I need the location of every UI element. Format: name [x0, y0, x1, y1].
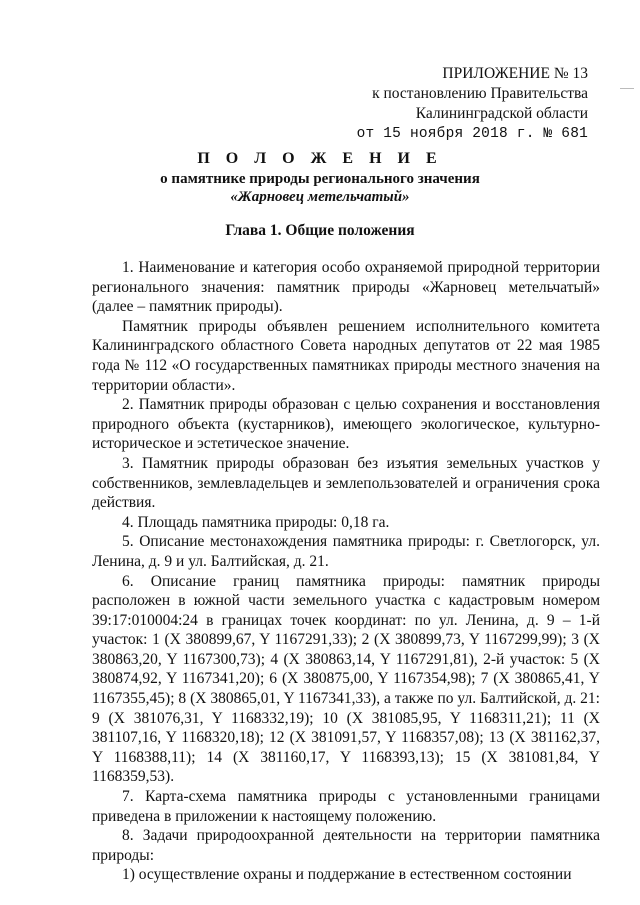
chapter-heading: Глава 1. Общие положения [225, 222, 415, 239]
subtitle-line-1: о памятнике природы регионального значения [160, 171, 480, 187]
paragraph: 8. Задачи природоохранной деятельности на территории памятника природы: [92, 827, 600, 864]
scan-mark [620, 88, 634, 89]
paragraph: Памятник природы объявлен решением исполнительного комитета Калининградского областного Совета народных депутатов от 22 мая 1985 года № 112 «О государственных памятниках природы местного значения на территории области». [92, 317, 600, 394]
attachment-ref: к постановлению Правительства [372, 85, 588, 102]
document-title: П О Л О Ж Е Н И Е [197, 150, 443, 167]
subtitle-line-2: «Жарновец метельчатый» [230, 189, 410, 205]
attachment-date: от 15 ноября 2018 г. № 681 [356, 126, 588, 142]
attachment-region: Калининградской области [415, 105, 588, 122]
attachment-number: ПРИЛОЖЕНИЕ № 13 [442, 65, 588, 82]
paragraph: 6. Описание границ памятника природы: памятник природы расположен в южной части земельного участка с кадастровым номером 39:17:010004:24 в границах точек координат: по ул. Ленина, д. 9 – 1-й участок: 1 (X 380899,67, Y 1167291,33); 2 (X 380899,73, Y 1167299,99); 3 (X 380863,20, Y 1167300,73); 4 (X 380863,14, Y 1167291,81), 2-й участок: 5 (X 380874,92, Y 1167341,20); 6 (X 380875,00, Y 1167354,98); 7 (X 380865,41, Y 1167355,45); 8 (X 380865,01, Y 1167341,33), а также по ул. Балтийской, д. 21: 9 (X 381076,31, Y 1168332,19); 10 (X 381085,95, Y 1168311,21); 11 (X 381107,16, Y 1168320,18); 12 (X 381091,57, Y 1168357,08); 13 (X 381162,37, Y 1168388,11); 14 (X 381160,17, Y 1168393,13); 15 (X 381081,84, Y 1168359,53). [92, 572, 600, 786]
paragraph: 1. Наименование и категория особо охраняемой природной территории регионального значения: памятник природы «Жарновец метельчатый» (далее – памятник природы). [92, 259, 600, 316]
document-body [92, 258, 600, 885]
paragraph: 2. Памятник природы образован с целью сохранения и восстановления природного объекта (кустарников), имеющего экологическое, культурно-историческое и эстетическое значение. [92, 396, 600, 453]
attachment-block [357, 64, 588, 144]
paragraph: 7. Карта-схема памятника природы с установленными границами приведена в приложении к настоящему положению. [92, 788, 600, 825]
paragraph: 1) осуществление охраны и поддержание в естественном состоянии [122, 866, 572, 884]
paragraph: 5. Описание местонахождения памятника природы: г. Светлогорск, ул. Ленина, д. 9 и ул. Балтийская, д. 21. [92, 533, 600, 570]
document-subtitle [0, 170, 640, 206]
paragraph: 4. Площадь памятника природы: 0,18 га. [122, 513, 390, 531]
paragraph: 3. Памятник природы образован без изъятия земельных участков у собственников, землевладельцев и землепользователей и ограничения срока действия. [92, 454, 600, 512]
